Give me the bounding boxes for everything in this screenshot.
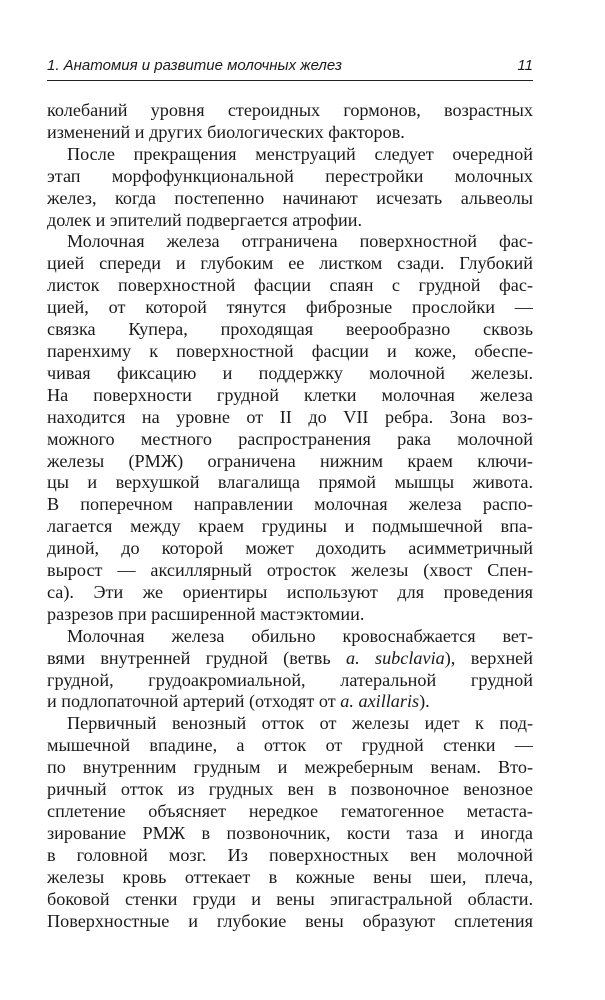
text-line: листок поверхностной фасции спаян с грудной фас- — [47, 275, 533, 296]
paragraph-1 — [47, 100, 533, 144]
text-line: Первичный венозный отток от железы идет к под- — [67, 713, 533, 734]
text-line: зирование РМЖ в позвоночник, кости таза и иногда — [47, 822, 533, 843]
text-line: После прекращения менструаций следует очередной — [67, 143, 533, 164]
text-line: желез, когда постепенно начинают исчезать альвеолы — [47, 187, 533, 208]
text-line: железы кровь оттекает в кожные вены шеи, плеча, — [47, 866, 533, 887]
text-line: ричный отток из грудных вен в позвоночное венозное — [47, 779, 533, 800]
text-line: паренхиму к поверхностной фасции и коже, обеспе- — [47, 340, 533, 361]
paragraph-4 — [47, 626, 533, 714]
text-line: железы (РМЖ) ограничена нижним краем ключи- — [47, 450, 533, 471]
text-line: лагается между краем грудины и подмышечной впа- — [47, 516, 533, 537]
page-number: 11 — [517, 57, 533, 74]
latin-term: a. subclavia — [346, 647, 445, 668]
paragraph-2 — [47, 144, 533, 232]
text-line: са). Эти же ориентиры используют для проведения — [47, 581, 533, 602]
paragraph-3 — [47, 231, 533, 625]
page-body — [47, 100, 533, 932]
text-line: диной, до которой может доходить асимметричный — [47, 538, 533, 559]
text-line: изменений и других биологических факторов. — [47, 121, 405, 142]
text-line: вырост — аксиллярный отросток железы (хвост Спен- — [47, 560, 533, 581]
text-line: Молочная железа отграничена поверхностной фас- — [67, 231, 533, 252]
text-line: находится на уровне от II до VII ребра. Зона воз- — [47, 406, 533, 427]
text-line: можного местного распространения рака молочной — [47, 428, 533, 449]
text-line: в головной мозг. Из поверхностных вен молочной — [47, 844, 533, 865]
running-header — [47, 56, 533, 81]
text-line: долек и эпителий подвергается атрофии. — [47, 209, 363, 230]
text-line: этап морфофункциональной перестройки молочных — [47, 165, 533, 186]
text-line: боковой стенки груди и вены эпигастральной области. — [47, 888, 533, 909]
latin-term: a. axillaris — [340, 691, 420, 712]
text-line: связка Купера, проходящая веерообразно сквозь — [47, 319, 533, 340]
text-line: и подлопаточной артерий (отходят от a. axillaris). — [47, 691, 430, 712]
text-line: цией спереди и глубоким ее листком сзади. Глубокий — [47, 253, 533, 274]
text-line: сплетение объясняет нередкое гематогенное метаста- — [47, 801, 533, 821]
chapter-title: 1. Анатомия и развитие молочных желез — [47, 57, 343, 74]
text-line: по внутренним грудным и межреберным венам. Вто- — [47, 757, 533, 778]
text-line: цы и верхушкой влагалища прямой мышцы живота. — [47, 472, 533, 493]
paragraph-5 — [47, 713, 533, 932]
text-line: цией, от которой тянутся фиброзные прослойки — — [47, 297, 533, 318]
text-line: колебаний уровня стероидных гормонов, возрастных — [47, 100, 533, 120]
text-line: мышечной впадине, а отток от грудной стенки — — [47, 735, 533, 756]
text-line: грудной, грудоакромиальной, латеральной грудной — [47, 669, 533, 690]
text-line: чивая фиксацию и поддержку молочной железы. — [47, 362, 533, 383]
text-line: вями внутренней грудной (ветвь a. subclavia), верхней — [47, 647, 533, 668]
text-line: Поверхностные и глубокие вены образуют сплетения — [47, 910, 533, 931]
text-line: В поперечном направлении молочная железа распо- — [47, 494, 533, 515]
text-line: Молочная железа обильно кровоснабжается вет- — [67, 625, 533, 646]
text-line: разрезов при расширенной мастэктомии. — [47, 603, 365, 624]
text-line: На поверхности грудной клетки молочная железа — [47, 384, 533, 405]
